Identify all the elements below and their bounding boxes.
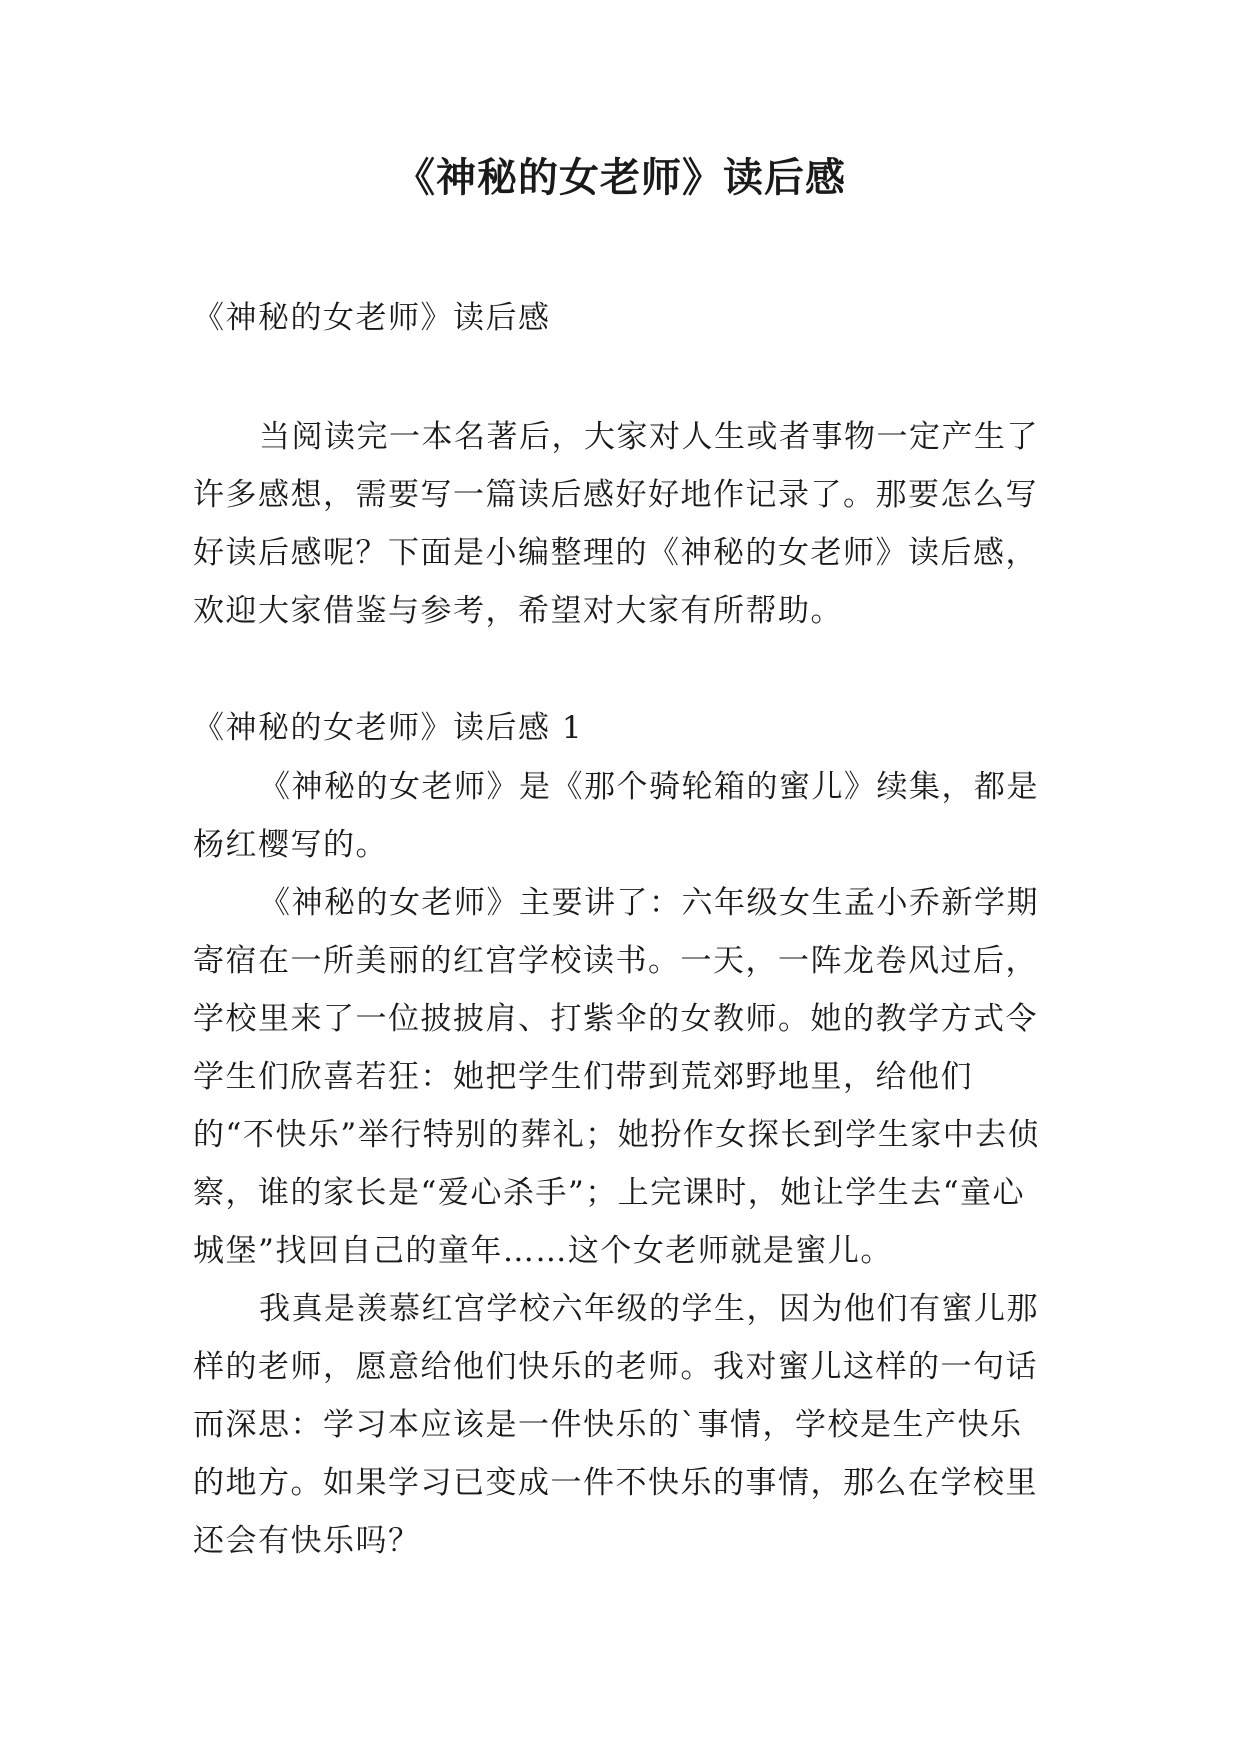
intro-paragraph: 当阅读完一本名著后，大家对人生或者事物一定产生了许多感想，需要写一篇读后感好好地作记录了。那要怎么写好读后感呢？下面是小编整理的《神秘的女老师》读后感，欢迎大家借鉴与参考，希望对大家有所帮助。 <box>193 419 1039 629</box>
body-paragraph-3: 我真是羡慕红宫学校六年级的学生，因为他们有蜜儿那样的老师，愿意给他们快乐的老师。我对蜜儿这样的一句话而深思：学习本应该是一件快乐的`事情，学校是生产快乐的地方。如果学习已变成一件不快乐的事情，那么在学校里还会有快乐吗？ <box>193 1291 1039 1559</box>
document-subtitle: 《神秘的女老师》读后感 <box>193 300 551 336</box>
document-title: 《神秘的女老师》读后感 <box>395 155 846 201</box>
body-paragraph-2: 《神秘的女老师》主要讲了：六年级女生孟小乔新学期寄宿在一所美丽的红宫学校读书。一天，一阵龙卷风过后，学校里来了一位披披肩、打紫伞的女教师。她的教学方式令学生们欣喜若狂：她把学生们带到荒郊野地里，给他们的“不快乐”举行特别的葬礼；她扮作女探长到学生家中去侦察，谁的家长是“爱心杀手”；上完课时，她让学生去“童心城堡”找回自己的童年……这个女老师就是蜜儿。 <box>193 885 1041 1269</box>
body-paragraph-1: 《神秘的女老师》是《那个骑轮箱的蜜儿》续集，都是杨红樱写的。 <box>193 769 1039 863</box>
section-heading: 《神秘的女老师》读后感 1 <box>193 710 584 746</box>
